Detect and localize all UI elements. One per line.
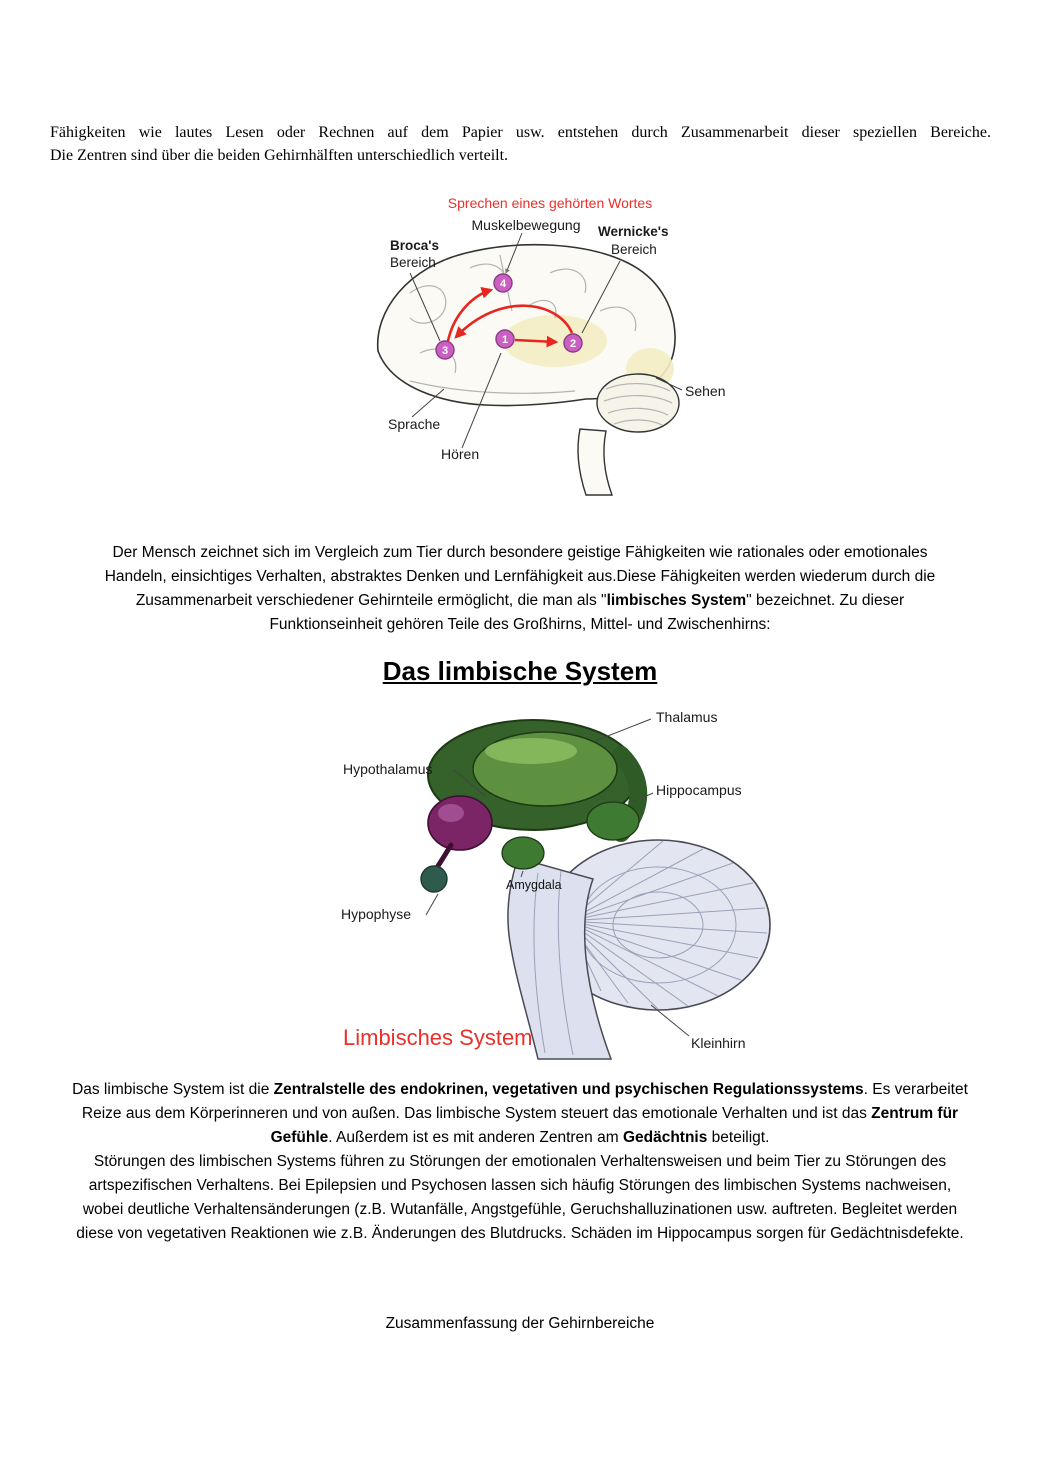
summary-caption: Zusammenfassung der Gehirnbereiche <box>385 1315 655 1332</box>
marker-2 <box>564 334 582 352</box>
hypothalamus-structure <box>428 796 492 850</box>
label-sprache: Sprache <box>388 416 441 432</box>
limbic-system-figure <box>333 703 785 1065</box>
label-hypothalamus: Hypothalamus <box>343 761 433 777</box>
intro-line-1: Fähigkeiten wie lautes Lesen oder Rechnen auf dem Papier usw. entstehen durch Zusammenarbeit dieser speziellen Bereiche. <box>50 124 991 141</box>
svg-text:4: 4 <box>499 278 507 290</box>
body1-bold-3: Gedächtnis <box>622 1129 708 1146</box>
figure2-caption: Limbisches System <box>343 1025 533 1050</box>
body1-text-2: . Es verarbeitet Reize aus dem Körperinneren und von außen. Das limbische System steuert das emotionale Verhalten und ist das <box>81 1081 968 1122</box>
label-kleinhirn: Kleinhirn <box>691 1035 746 1051</box>
amygdala-structure <box>502 837 544 869</box>
pituitary-structure <box>421 845 451 892</box>
body-paragraph-2: Störungen des limbischen Systems führen zu Störungen der emotionalen Verhaltensweisen und beim Tier zu Störungen des artspezifischen Verhaltens. Bei Epilepsien und Psychosen lassen sich häufig Störungen des limbischen Systems nachweisen, wobei deutliche Verhaltensänderungen (z.B. Wutanfälle, Angstgefühle, Geruchshalluzinationen usw. auftreten. Begleitet werden diese von vegetativen Reaktionen wie z.B. Änderungen des Blutdrucks. Schäden im Hippocampus sorgen für Gedächtnisdefekte. <box>76 1153 964 1242</box>
body1-text-3: . Außerdem ist es mit anderen Zentren am <box>328 1129 623 1146</box>
label-broca-name: Broca's <box>390 238 439 253</box>
label-hoeren: Hören <box>441 446 480 462</box>
svg-text:1: 1 <box>501 334 509 346</box>
body-paragraph-1 <box>70 1078 970 1150</box>
svg-text:2: 2 <box>569 338 577 350</box>
svg-text:3: 3 <box>441 345 449 357</box>
label-wernicke-name: Wernicke's <box>598 224 669 239</box>
figure1-title: Sprechen eines gehörten Wortes <box>447 195 653 211</box>
limbic-intro-bold: limbisches System <box>606 592 747 609</box>
limbic-system-diagram <box>333 703 785 1065</box>
intro-paragraph <box>50 121 991 167</box>
body-paragraphs <box>70 1078 970 1246</box>
limbic-intro-text-1: Der Mensch zeichnet sich im Vergleich zum Tier durch besondere geistige Fähigkeiten wie rationales oder emotionales Handeln, einsichtiges Verhalten, abstraktes Denken und Lernfähigkeit aus.Diese Fähigkeiten werden wiederum durch die Zusammenarbeit verschiedener Gehirnteile ermöglicht, die man als " <box>104 544 936 609</box>
limbic-intro-paragraph <box>80 541 960 637</box>
speech-pathway-diagram <box>350 193 750 508</box>
marker-1 <box>496 330 514 348</box>
label-thalamus: Thalamus <box>656 709 718 725</box>
body1-text-4: beteiligt. <box>707 1129 770 1146</box>
body1-bold-1: Zentralstelle des endokrinen, vegetativen und psychischen Regulationssystems <box>273 1081 864 1098</box>
body1-text-1: Das limbische System ist die <box>72 1081 274 1098</box>
label-wernicke-area: Bereich <box>611 242 657 257</box>
marker-4 <box>494 274 512 292</box>
label-sehen: Sehen <box>685 383 726 399</box>
page-title: Das limbische System <box>382 656 658 686</box>
label-muskelbewegung: Muskelbewegung <box>471 217 581 233</box>
label-hippocampus: Hippocampus <box>656 782 742 798</box>
marker-3 <box>436 341 454 359</box>
brainstem <box>578 429 612 495</box>
label-broca-area: Bereich <box>390 255 436 270</box>
limbic-intro-text-2: " bezeichnet. Zu dieser Funktionseinheit gehören Teile des Großhirns, Mittel- und Zwischenhirns: <box>269 592 905 633</box>
label-hypophyse: Hypophyse <box>341 906 412 922</box>
intro-line-2: Die Zentren sind über die beiden Gehirnhälften unterschiedlich verteilt. <box>50 147 509 164</box>
speech-pathway-figure <box>350 193 750 508</box>
label-amygdala: Amygdala <box>506 878 562 892</box>
body1-bold-2: Zentrum für Gefühle <box>270 1105 959 1146</box>
